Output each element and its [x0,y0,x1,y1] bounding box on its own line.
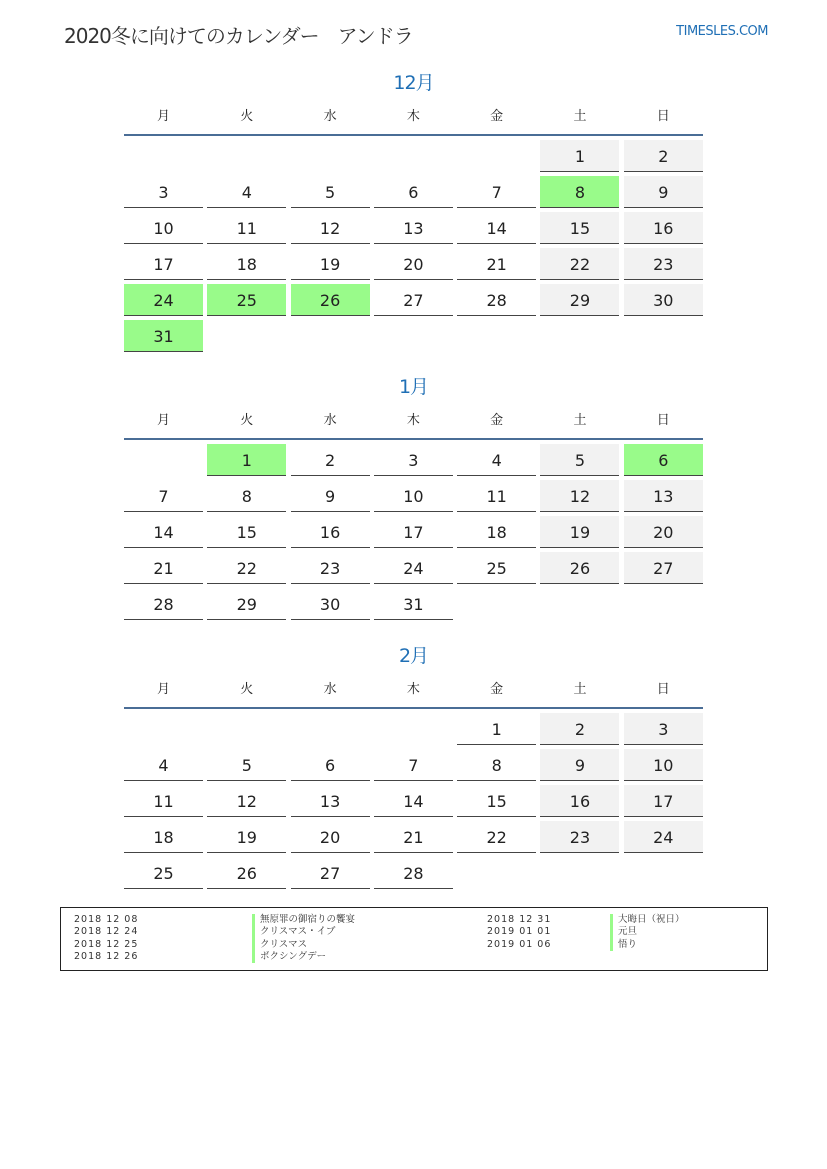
day-cell[interactable]: 14 [124,516,203,548]
day-cell[interactable]: 1 [540,140,619,172]
legend-holiday-name: クリスマス [252,939,355,951]
day-cell[interactable]: 25 [457,552,536,584]
month-block [124,68,703,352]
day-cell[interactable]: 29 [207,588,286,620]
empty-cell [124,713,203,745]
day-cell[interactable]: 4 [457,444,536,476]
day-cell[interactable]: 16 [624,212,703,244]
day-cell[interactable]: 1 [457,713,536,745]
day-cell[interactable]: 5 [207,749,286,781]
weekday-label: 水 [323,682,337,697]
day-cell[interactable]: 27 [291,857,370,889]
legend-date: 2018 12 31 [487,914,552,925]
empty-cell [124,140,203,172]
day-cell[interactable]: 20 [374,248,453,280]
page-title: 2020冬に向けてのカレンダー アンドラ [64,24,413,48]
day-cell[interactable]: 31 [374,588,453,620]
day-cell[interactable]: 5 [540,444,619,476]
day-cell[interactable]: 22 [540,248,619,280]
empty-cell [124,444,203,476]
day-cell[interactable]: 8 [457,749,536,781]
page-header [0,0,827,60]
weekday-label: 木 [406,109,420,124]
legend-holiday-name: ボクシングデー [252,951,355,963]
day-cell[interactable]: 4 [207,176,286,208]
month-title: 1月 [398,376,429,398]
empty-cell [291,140,370,172]
weekday-label: 日 [656,413,670,428]
month-block [124,372,703,620]
day-cell[interactable]: 22 [457,821,536,853]
day-cell[interactable]: 6 [374,176,453,208]
month-block [124,641,703,889]
empty-cell [374,140,453,172]
day-grid [124,140,703,352]
weekday-label: 木 [406,682,420,697]
day-cell[interactable]: 13 [624,480,703,512]
weekday-label: 金 [490,109,504,124]
day-cell[interactable]: 26 [540,552,619,584]
day-cell[interactable]: 9 [291,480,370,512]
weekday-header [124,677,703,709]
weekday-label: 月 [156,109,170,124]
day-cell[interactable]: 7 [457,176,536,208]
legend-holiday-name: クリスマス・イブ [252,926,355,938]
day-cell[interactable]: 11 [124,785,203,817]
day-cell[interactable]: 28 [374,857,453,889]
weekday-label: 水 [323,413,337,428]
legend-date: 2019 01 06 [487,938,552,950]
legend-right-names [610,914,685,951]
legend-holiday-name: 無原罪の御宿りの饗宴 [252,914,355,926]
day-cell[interactable]: 21 [374,821,453,853]
day-cell[interactable]: 8 [207,480,286,512]
day-cell[interactable]: 4 [124,749,203,781]
day-cell[interactable]: 10 [374,480,453,512]
day-cell[interactable]: 15 [207,516,286,548]
legend-date: 2018 12 08 [74,914,139,925]
legend-right-dates [487,914,551,951]
weekday-label: 金 [490,682,504,697]
day-cell[interactable]: 18 [124,821,203,853]
day-cell[interactable]: 18 [457,516,536,548]
day-cell[interactable]: 26 [207,857,286,889]
empty-cell [374,713,453,745]
holiday-day-cell[interactable]: 31 [124,320,203,352]
legend-date: 2018 12 26 [74,950,139,962]
day-cell[interactable]: 24 [374,552,453,584]
weekday-label: 土 [573,109,587,124]
empty-cell [457,140,536,172]
day-cell[interactable]: 19 [291,248,370,280]
weekday-label: 水 [323,109,337,124]
day-cell[interactable]: 12 [207,785,286,817]
day-cell[interactable]: 28 [124,588,203,620]
day-cell[interactable]: 3 [374,444,453,476]
day-cell[interactable]: 20 [291,821,370,853]
day-cell[interactable]: 13 [374,212,453,244]
legend-holiday-name: 悟り [610,939,685,951]
legend-date: 2018 12 25 [74,938,139,950]
day-cell[interactable]: 17 [374,516,453,548]
day-cell[interactable]: 12 [540,480,619,512]
day-cell[interactable]: 27 [624,552,703,584]
day-cell[interactable]: 7 [124,480,203,512]
weekday-label: 火 [240,413,254,428]
legend-left-dates [74,914,138,963]
empty-cell [207,713,286,745]
weekday-label: 月 [156,413,170,428]
day-cell[interactable]: 21 [457,248,536,280]
day-cell[interactable]: 19 [207,821,286,853]
weekday-label: 月 [156,682,170,697]
day-cell[interactable]: 30 [291,588,370,620]
day-cell[interactable]: 11 [207,212,286,244]
holiday-day-cell[interactable]: 8 [540,176,619,208]
day-cell[interactable]: 22 [207,552,286,584]
legend-holiday-name: 大晦日（祝日） [610,914,685,926]
day-cell[interactable]: 29 [540,284,619,316]
weekday-label: 火 [240,682,254,697]
holiday-day-cell[interactable]: 24 [124,284,203,316]
day-cell[interactable]: 17 [624,785,703,817]
day-cell[interactable]: 5 [291,176,370,208]
day-cell[interactable]: 28 [457,284,536,316]
day-cell[interactable]: 3 [624,713,703,745]
day-cell[interactable]: 27 [374,284,453,316]
holiday-day-cell[interactable]: 6 [624,444,703,476]
day-cell[interactable]: 10 [624,749,703,781]
month-title: 2月 [398,645,429,667]
day-cell[interactable]: 14 [374,785,453,817]
day-cell[interactable]: 17 [124,248,203,280]
holiday-day-cell[interactable]: 25 [207,284,286,316]
day-cell[interactable]: 7 [374,749,453,781]
weekday-label: 火 [240,109,254,124]
weekday-label: 日 [656,109,670,124]
day-cell[interactable]: 15 [457,785,536,817]
empty-cell [291,713,370,745]
day-cell[interactable]: 20 [624,516,703,548]
holiday-day-cell[interactable]: 26 [291,284,370,316]
weekday-label: 金 [490,413,504,428]
day-cell[interactable]: 16 [291,516,370,548]
day-cell[interactable]: 2 [624,140,703,172]
day-cell[interactable]: 24 [624,821,703,853]
weekday-header [124,104,703,136]
day-cell[interactable]: 2 [540,713,619,745]
weekday-label: 日 [656,682,670,697]
day-cell[interactable]: 9 [624,176,703,208]
month-title: 12月 [393,72,434,94]
legend-date: 2019 01 01 [487,926,552,938]
day-grid [124,713,703,889]
empty-cell [207,140,286,172]
day-grid [124,444,703,620]
weekday-label: 土 [573,413,587,428]
day-cell[interactable]: 10 [124,212,203,244]
day-cell[interactable]: 2 [291,444,370,476]
day-cell[interactable]: 6 [291,749,370,781]
day-cell[interactable]: 16 [540,785,619,817]
day-cell[interactable]: 21 [124,552,203,584]
day-cell[interactable]: 30 [624,284,703,316]
legend-left-names [252,914,355,963]
legend-holiday-name: 元旦 [610,926,685,938]
day-cell[interactable]: 14 [457,212,536,244]
day-cell[interactable]: 23 [291,552,370,584]
day-cell[interactable]: 15 [540,212,619,244]
day-cell[interactable]: 9 [540,749,619,781]
day-cell[interactable]: 12 [291,212,370,244]
day-cell[interactable]: 11 [457,480,536,512]
day-cell[interactable]: 13 [291,785,370,817]
weekday-label: 木 [406,413,420,428]
site-logo[interactable]: TIMESLES.COM [676,24,768,39]
weekday-header [124,408,703,440]
day-cell[interactable]: 3 [124,176,203,208]
day-cell[interactable]: 23 [540,821,619,853]
day-cell[interactable]: 18 [207,248,286,280]
day-cell[interactable]: 19 [540,516,619,548]
holiday-day-cell[interactable]: 1 [207,444,286,476]
day-cell[interactable]: 23 [624,248,703,280]
legend-date: 2018 12 24 [74,926,139,938]
weekday-label: 土 [573,682,587,697]
day-cell[interactable]: 25 [124,857,203,889]
holiday-legend [60,907,768,971]
